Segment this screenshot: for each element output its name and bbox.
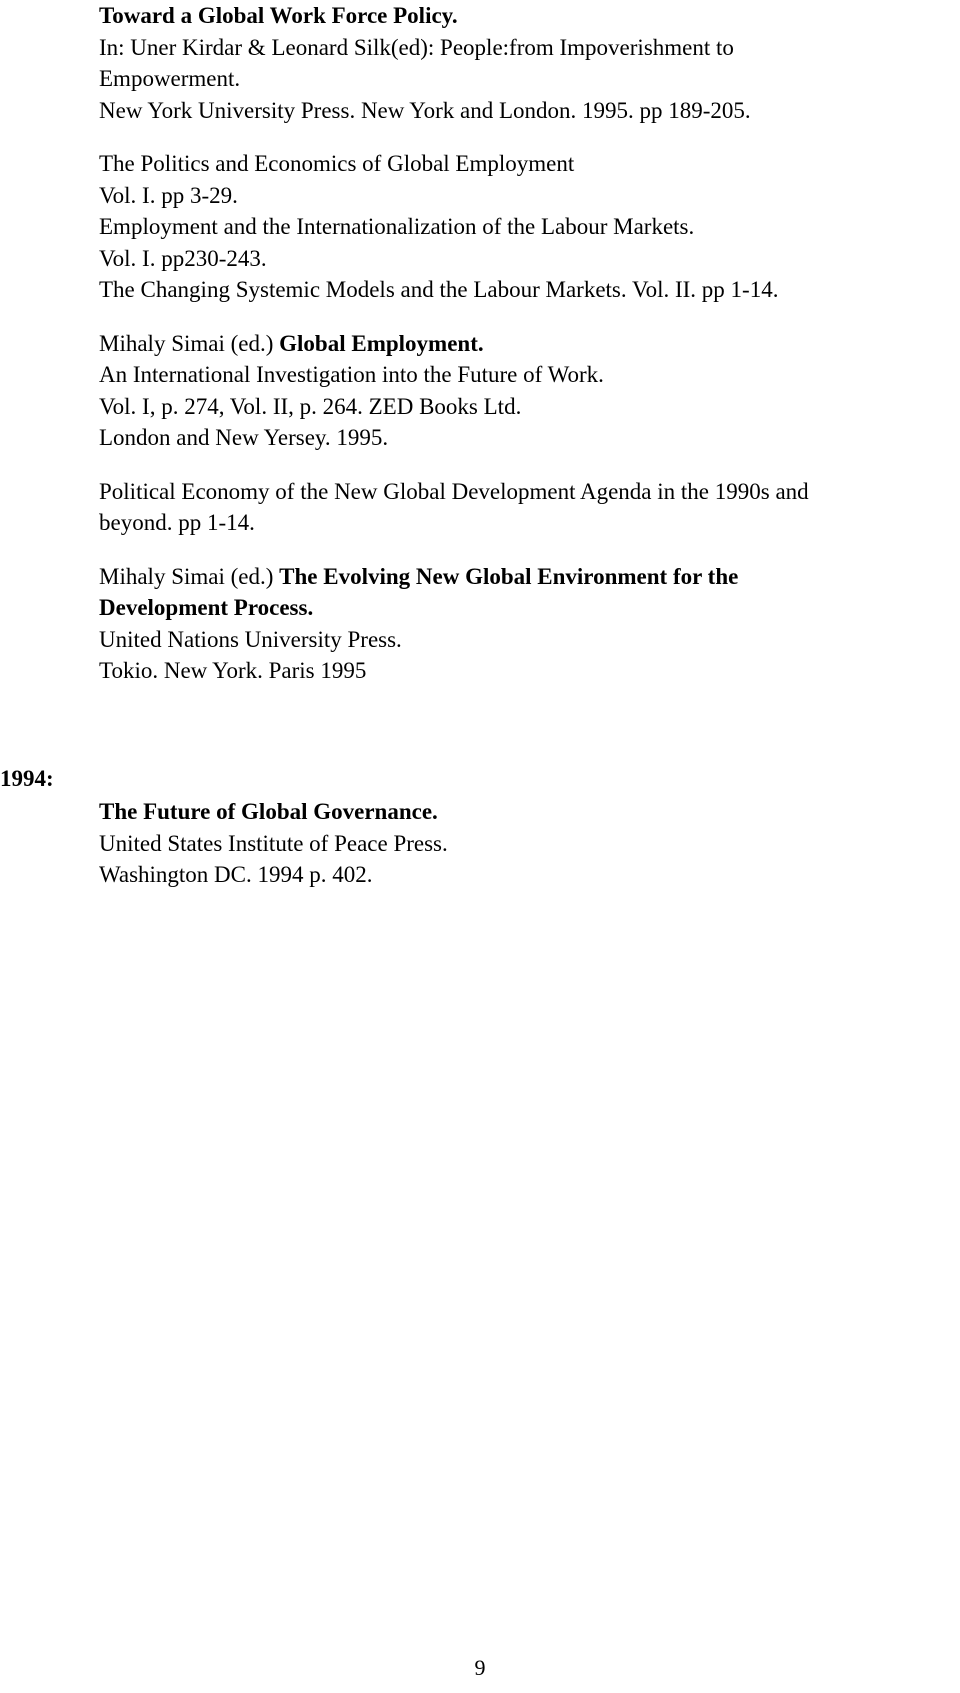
entry-line: An International Investigation into the Future of Work. bbox=[99, 362, 604, 387]
entry-line: The Changing Systemic Models and the Labour Markets. Vol. II. pp 1-14. bbox=[99, 277, 779, 302]
entry-line: New York University Press. New York and London. 1995. pp 189-205. bbox=[99, 97, 751, 123]
entry-line: Vol. I. pp230-243. bbox=[99, 245, 267, 271]
entry-line: Tokio. New York. Paris 1995 bbox=[99, 658, 367, 683]
entry-line: Employment and the Internationalization of the Labour Markets. bbox=[99, 214, 695, 239]
spacer bbox=[99, 126, 959, 148]
entry-global-work-force-policy bbox=[99, 0, 959, 126]
year-label: 1994: bbox=[0, 766, 54, 791]
spacer bbox=[99, 306, 959, 328]
entry-line: beyond. pp 1-14. bbox=[99, 510, 255, 535]
entry-evolving-global-environment bbox=[99, 561, 959, 687]
entry-line: The Politics and Economics of Global Employment bbox=[99, 151, 575, 176]
entry-line: Empowerment. bbox=[99, 66, 241, 91]
entry-line: London and New Yersey. 1995. bbox=[99, 425, 389, 450]
entry-line: United Nations University Press. bbox=[99, 626, 402, 652]
entry-line: Vol. I. pp 3-29. bbox=[99, 182, 238, 208]
entry-editor: Mihaly Simai (ed.) bbox=[99, 563, 274, 589]
entry-title: Development Process. bbox=[99, 595, 314, 620]
entry-line: United States Institute of Peace Press. bbox=[99, 830, 448, 856]
entry-title: The Future of Global Governance. bbox=[99, 799, 438, 824]
spacer bbox=[99, 539, 959, 561]
entry-line: Political Economy of the New Global Development Agenda in the 1990s and bbox=[99, 478, 809, 504]
entry-political-economy bbox=[99, 476, 959, 539]
entry-editor: Mihaly Simai (ed.) bbox=[99, 330, 274, 356]
entry-global-employment bbox=[99, 328, 959, 454]
entry-line: In: Uner Kirdar & Leonard Silk(ed): People:from Impoverishment to bbox=[99, 34, 734, 60]
entry-title: The Evolving New Global Environment for the bbox=[279, 563, 739, 589]
spacer bbox=[99, 454, 959, 476]
page-number: 9 bbox=[474, 1655, 486, 1680]
entry-future-global-governance bbox=[99, 796, 959, 891]
entry-line bbox=[99, 561, 959, 593]
entry-title: Global Employment. bbox=[279, 330, 484, 356]
entry-line bbox=[99, 328, 959, 360]
entry-title: Toward a Global Work Force Policy. bbox=[99, 3, 458, 28]
bibliography-list bbox=[99, 0, 959, 687]
entry-line: Washington DC. 1994 p. 402. bbox=[99, 862, 373, 887]
entry-politics-economics-employment bbox=[99, 148, 959, 306]
entry-line: Vol. I, p. 274, Vol. II, p. 264. ZED Books Ltd. bbox=[99, 393, 522, 419]
